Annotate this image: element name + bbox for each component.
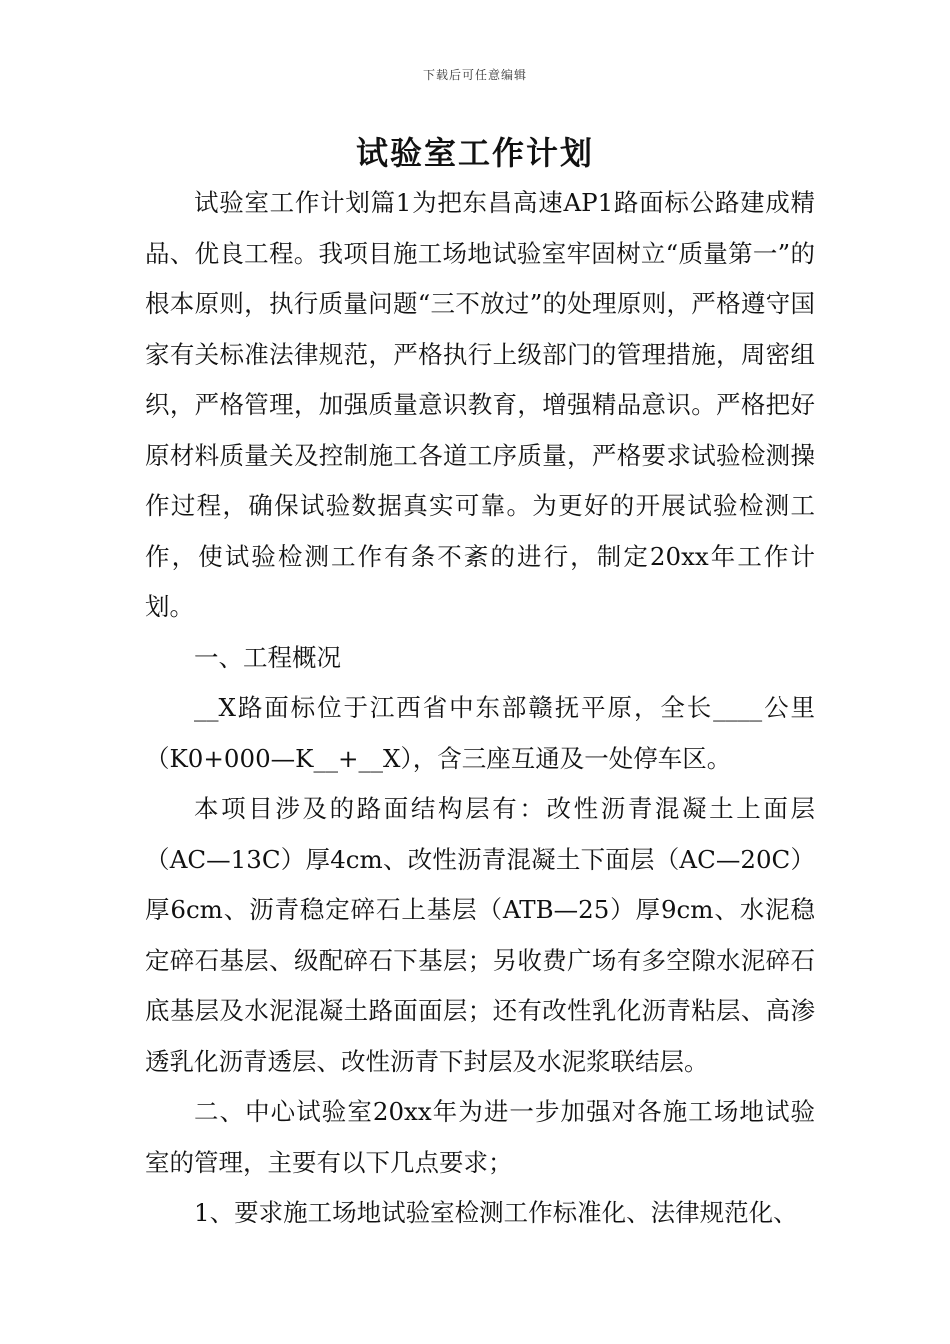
document-title: 试验室工作计划 [355,134,594,172]
paragraph-section-heading-2: 二、中心试验室20xx年为进一步加强对各施工场地试验室的管理，主要有以下几点要求； [145,1097,815,1177]
paragraph-requirement-1: 1、要求施工场地试验室检测工作标准化、法律规范化、 [194,1198,798,1227]
paragraph-section-heading-1: 一、工程概况 [194,642,341,672]
document-body [145,178,815,1239]
page-header-note: 下载后可任意编辑 [422,68,527,82]
paragraph-intro: 试验室工作计划篇1为把东昌高速AP1路面标公路建成精品、优良工程。我项目施工场地试验室牢固树立“质量第一”的根本原则，执行质量问题“三不放过”的处理原则，严格遵守国家有关标准法律规范，严格执行上级部门的管理措施，周密组织，严格管理，加强质量意识教育，增强精品意识。严格把好原材料质量关及控制施工各道工序质量，严格要求试验检测操作过程，确保试验数据真实可靠。为更好的开展试验检测工作，使试验检测工作有条不紊的进行，制定20xx年工作计划。 [145,188,815,621]
paragraph-project-overview: __X路面标位于江西省中东部赣抚平原，全长____公里（K0+000—K__+__X），含三座互通及一处停车区。 [145,693,815,773]
paragraph-pavement-structure: 本项目涉及的路面结构层有：改性沥青混凝土上面层（AC—13C）厚4cm、改性沥青混凝土下面层（AC—20C）厚6cm、沥青稳定碎石上基层（ATB—25）厚9cm、水泥稳定碎石基层、级配碎石下基层；另收费广场有多空隙水泥碎石底基层及水泥混凝土路面面层；还有改性乳化沥青粘层、高渗透乳化沥青透层、改性沥青下封层及水泥浆联结层。 [145,794,815,1076]
